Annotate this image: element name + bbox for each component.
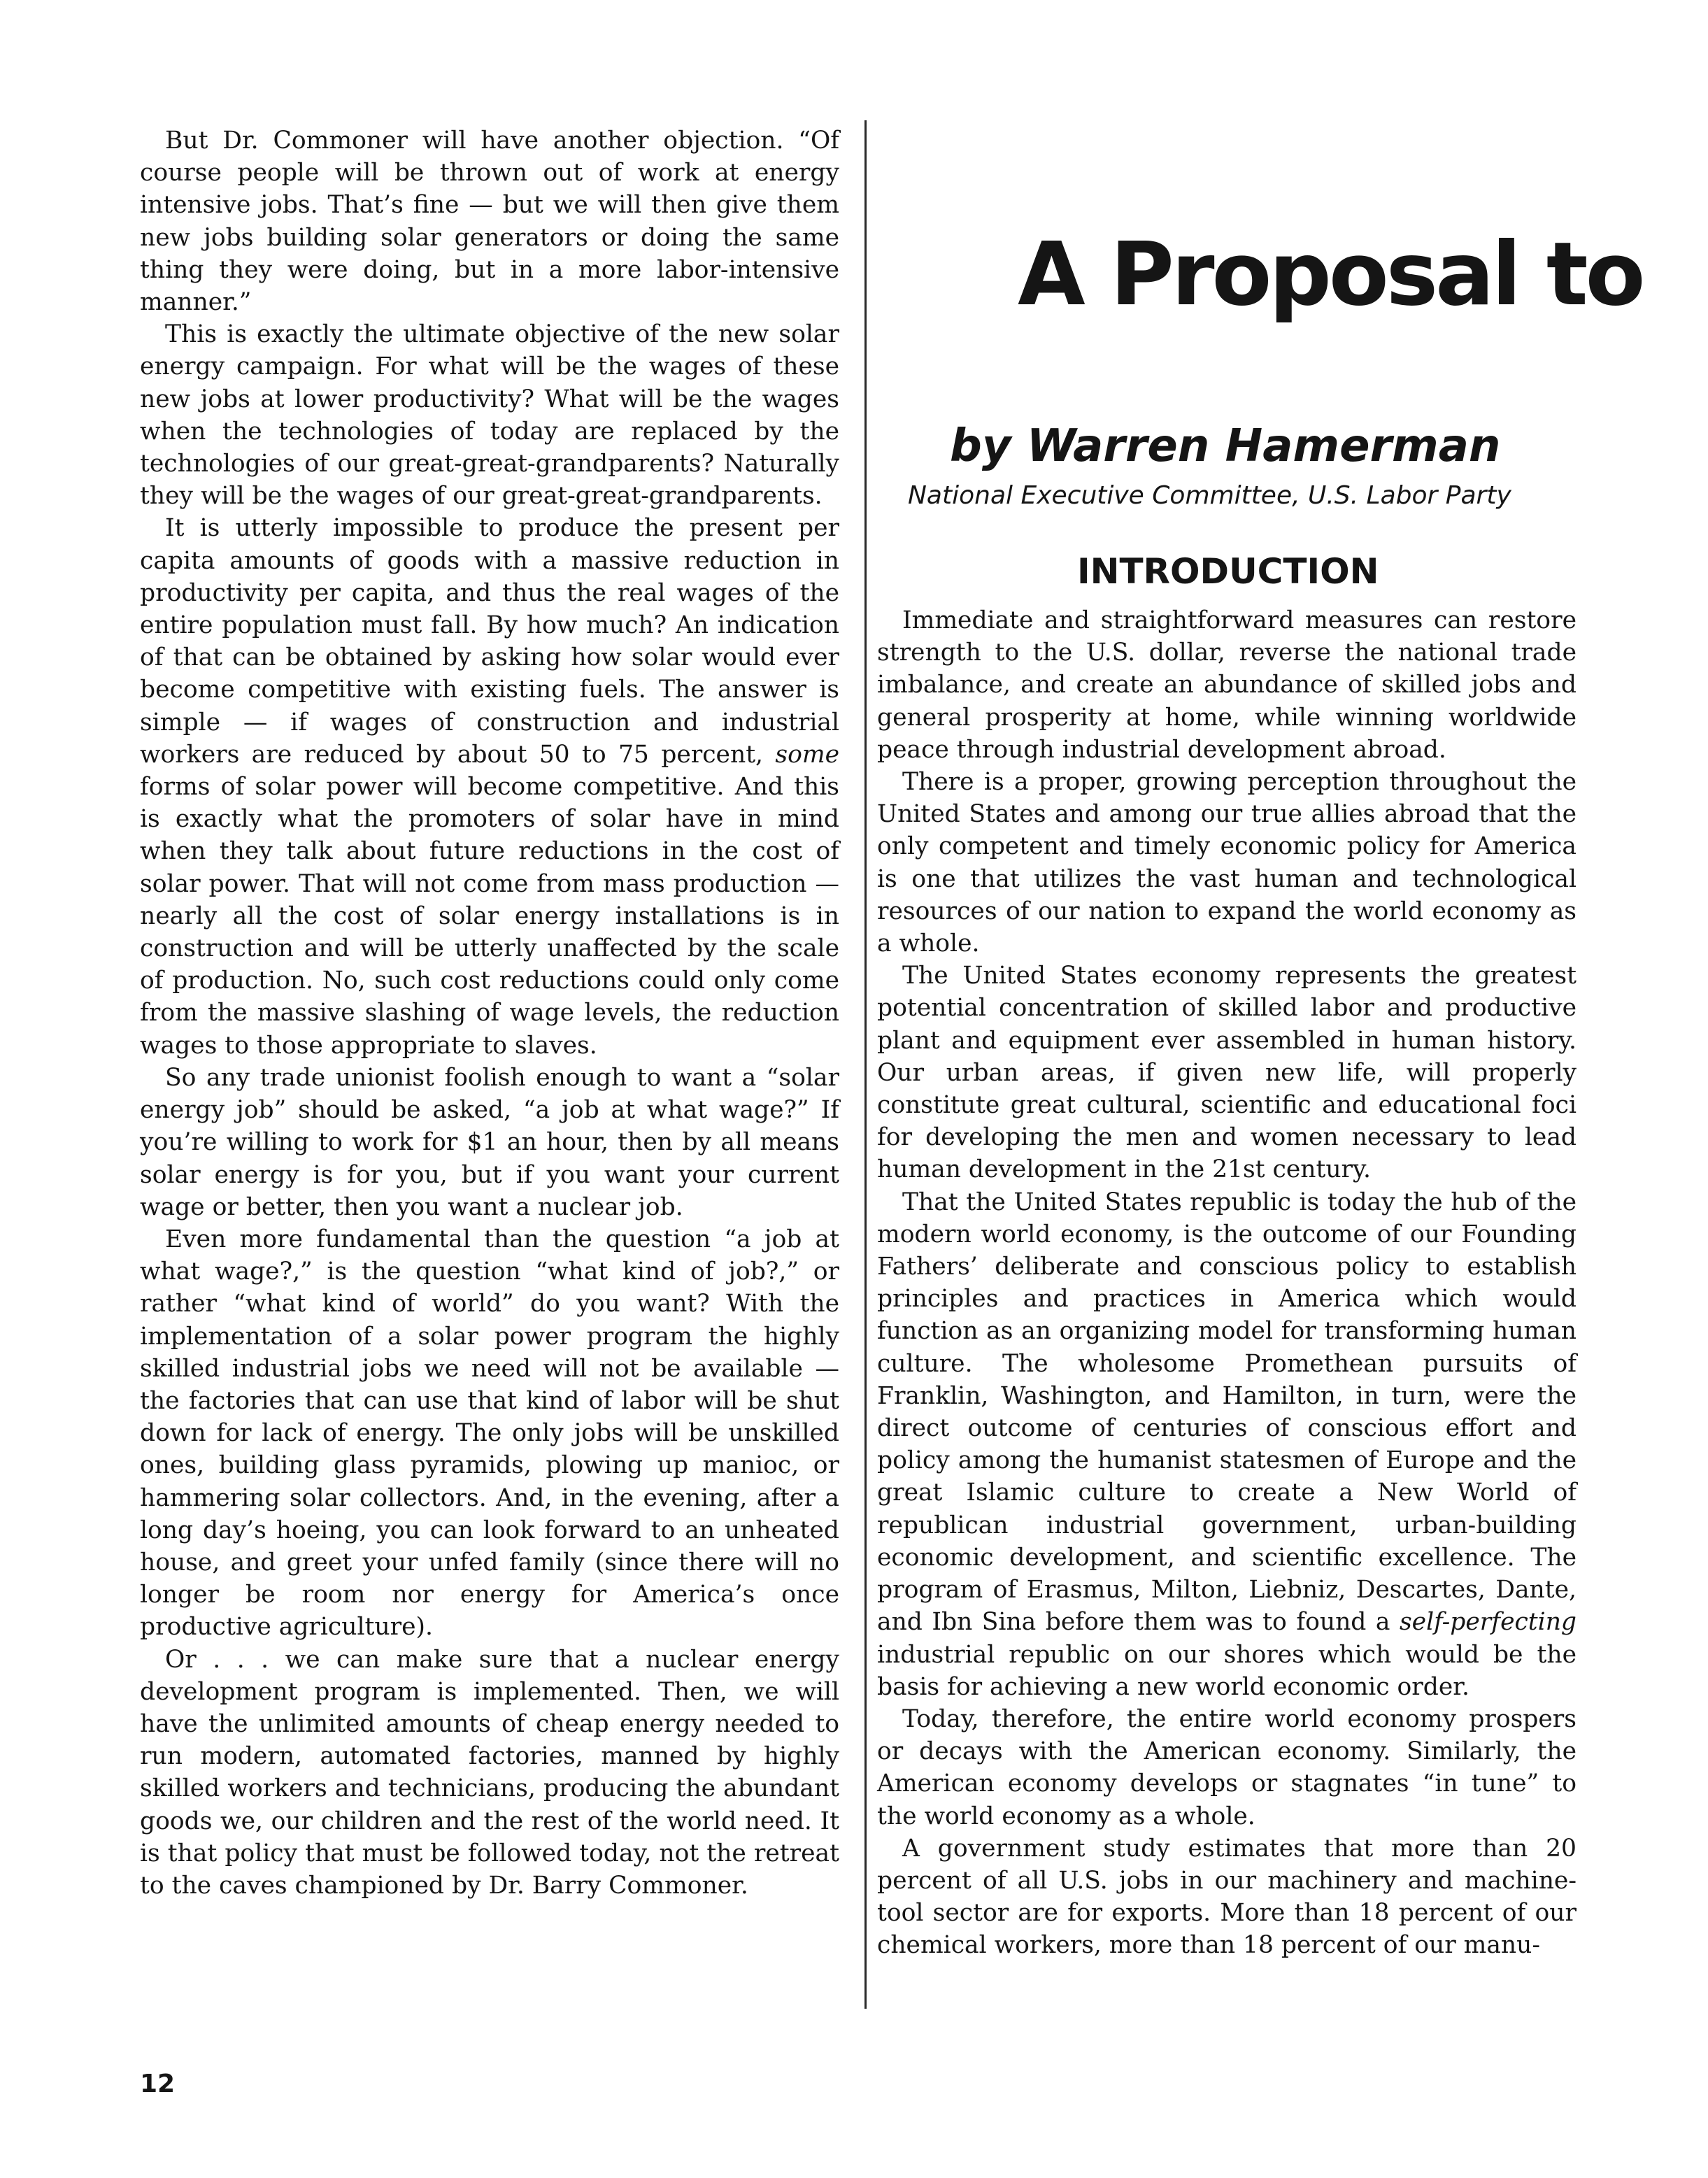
section-heading: INTRODUCTION: [1077, 551, 1379, 592]
paragraph-text: It is utterly impossible to produce the present per capita amounts of goods with a massive reduction in productivity per capita, and thus the real wages of the entire population must fall. By how much? An indication of that can be obtained by asking how solar would ever become competitive with existing fuels. The answer is simple — if wages of construction and industrial workers are reduced by about 50 to 75 percent,: [140, 514, 839, 769]
paragraph: [140, 512, 839, 1061]
paragraph-text: forms of solar power will become competitive. And this is exactly what the promoters of solar have in mind when they talk about future reductions in the cost of solar power. That will not come from mass production — nearly all the cost of solar energy installations is in construction and will be utterly unaffected by the scale of production. No, such cost reductions could only come from the massive slashing of wage levels, the reduction wages to those appropriate to slaves.: [140, 773, 839, 1060]
paragraph: Or . . . we can make sure that a nuclear energy development program is implemented. Then, we will have the unlimited amounts of cheap energy needed to run modern, automated factories, manned by highly skilled workers and technicians, producing the abundant goods we, our children and the rest of the world need. It is that policy that must be followed today, not the retreat to the caves championed by Dr. Barry Commoner.: [140, 1645, 839, 1900]
author-affiliation: National Executive Committee, U.S. Labor Party: [908, 481, 1511, 510]
paragraph: [877, 1186, 1577, 1703]
article-body: [877, 604, 1577, 1962]
emphasis-text: some: [775, 740, 840, 769]
column-divider: [864, 120, 867, 2009]
paragraph-text: industrial republic on our shores which would be the basis for achieving a new world economic order.: [877, 1640, 1577, 1701]
page-number: 12: [140, 2070, 176, 2098]
paragraph: Today, therefore, the entire world economy prospers or decays with the American economy. Similarly, the American economy develops or stagnates “in tune” to the world economy as a whole.: [877, 1704, 1577, 1830]
paragraph: Immediate and straightforward measures can restore strength to the U.S. dollar, reverse the national trade imbalance, and create an abundance of skilled jobs and general prosperity at home, while winning worldwide peace through industrial development abroad.: [877, 606, 1577, 764]
left-column-text: [140, 124, 839, 1902]
emphasis-text: self-perfecting: [1399, 1608, 1577, 1637]
paragraph: A government study estimates that more than 20 percent of all U.S. jobs in our machinery and machine-tool sector are for exports. More than 18 percent of our chemical workers, more than 18 percent of our manu-: [877, 1834, 1577, 1960]
paragraph: This is exactly the ultimate objective of the new solar energy campaign. For what will be the wages of these new jobs at lower productivity? What will be the wages when the technologies of today are replaced by the technologies of our great-great-grandparents? Naturally they will be the wages of our great-great-grandparents.: [140, 320, 839, 511]
paragraph: The United States economy represents the greatest potential concentration of skilled labor and productive plant and equipment ever assembled in human history. Our urban areas, if given new life, will properly constitute great cultural, scientific and educational foci for developing the men and women necessary to lead human development in the 21st century.: [877, 962, 1577, 1184]
paragraph: Even more fundamental than the question “a job at what wage?,” is the question “what kind of job?,” or rather “what kind of world” do you want? With the implementation of a solar power program the highly skilled industrial jobs we need will not be available — the factories that can use that kind of labor will be shut down for lack of energy. The only jobs will be unskilled ones, building glass pyramids, plowing up manioc, or hammering solar collectors. And, in the evening, after a long day’s hoeing, you can look forward to an unheated house, and greet your unfed family (since there will no longer be room nor energy for America’s once productive agriculture).: [140, 1225, 839, 1642]
paragraph-text: That the United States republic is today the hub of the modern world economy, is the outcome of our Founding Fathers’ deliberate and conscious policy to establish principles and practices in America which would function as an organizing model for transforming human culture. The wholesome Promethean pursuits of Franklin, Washington, and Hamilton, in turn, were the direct outcome of centuries of conscious effort and policy among the humanist statesmen of Europe and the great Islamic culture to create a New World of republican industrial government, urban-building economic development, and scientific excellence. The program of Erasmus, Milton, Liebniz, Descartes, Dante, and Ibn Sina before them was to found a: [877, 1188, 1577, 1637]
article-title: A Proposal to: [1018, 224, 1643, 325]
paragraph: There is a proper, growing perception throughout the United States and among our true allies abroad that the only competent and timely economic policy for America is one that utilizes the vast human and technological resources of our nation to expand the world economy as a whole.: [877, 768, 1577, 958]
paragraph: So any trade unionist foolish enough to want a “solar energy job” should be asked, “a job at what wage?” If you’re willing to work for $1 an hour, then by all means solar energy is for you, but if you want your current wage or better, then you want a nuclear job.: [140, 1063, 839, 1221]
article-byline: by Warren Hamerman: [950, 420, 1501, 472]
paragraph: But Dr. Commoner will have another objection. “Of course people will be thrown out of work at energy intensive jobs. That’s fine — but we will then give them new jobs building solar generators or doing the same thing they were doing, but in a more labor-intensive manner.”: [140, 127, 839, 317]
